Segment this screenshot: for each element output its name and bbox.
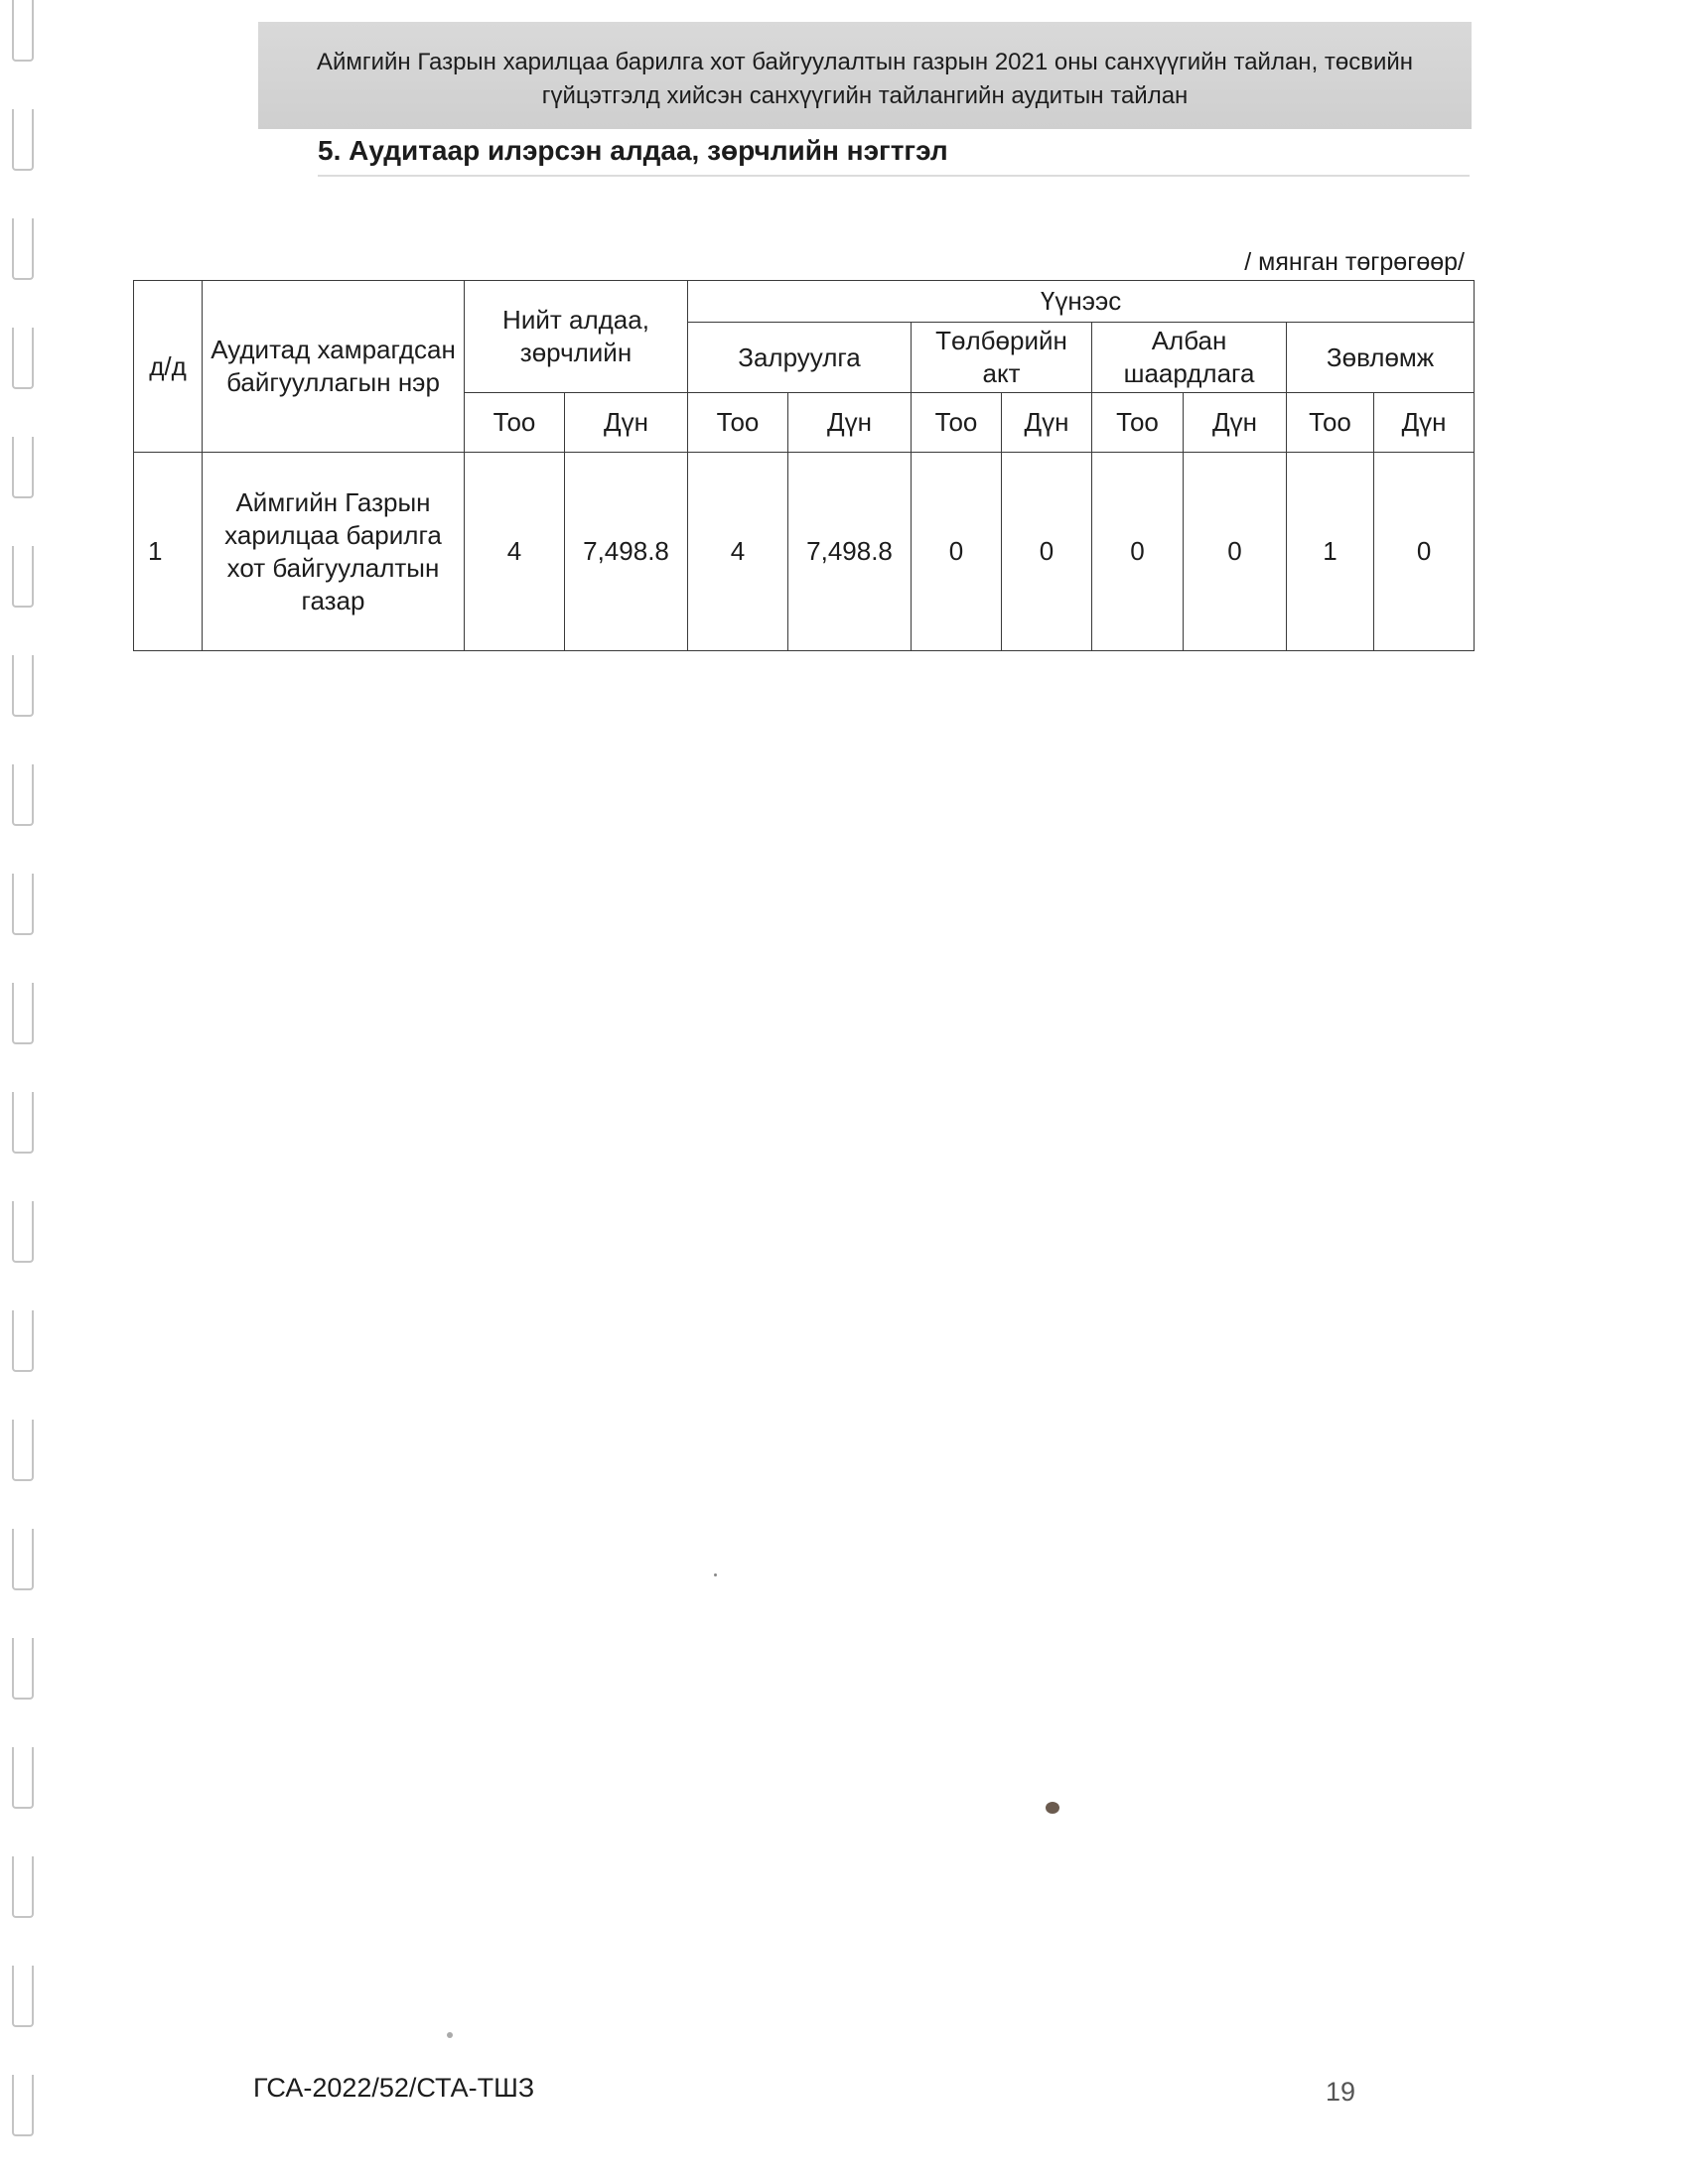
binding-hole — [12, 328, 34, 389]
cell-official-requirement-amount: 0 — [1184, 453, 1287, 651]
header-recommendation-amount: Дүн — [1374, 393, 1475, 453]
binding-hole — [12, 1856, 34, 1918]
header-total-count: Тоо — [465, 393, 565, 453]
binding-hole — [12, 2075, 34, 2136]
cell-correction-amount: 7,498.8 — [788, 453, 912, 651]
binding-hole — [12, 1092, 34, 1154]
cell-correction-count: 4 — [688, 453, 788, 651]
binding-hole — [12, 655, 34, 717]
binding-hole — [12, 874, 34, 935]
binding-hole — [12, 1420, 34, 1481]
binding-hole — [12, 1966, 34, 2027]
ink-speck — [1046, 1802, 1059, 1814]
report-header-line-2: гүйцэтгэлд хийсэн санхүүгийн тайлангийн аудитын тайлан — [541, 82, 1189, 109]
binding-hole — [12, 1201, 34, 1263]
report-header-line-1: Аймгийн Газрын харилцаа барилга хот байгуулалтын газрын 2021 оны санхүүгийн тайлан, төсвийн — [316, 49, 1414, 75]
header-payment-act-count: Тоо — [912, 393, 1002, 453]
report-header — [258, 22, 1472, 129]
header-row — [134, 281, 1475, 323]
binding-hole — [12, 764, 34, 826]
cell-recommendation-amount: 0 — [1374, 453, 1475, 651]
document-code: ГСА-2022/52/СТА-ТШЗ — [253, 2073, 535, 2103]
cell-official-requirement-count: 0 — [1092, 453, 1184, 651]
ink-speck — [714, 1573, 717, 1576]
ink-speck — [447, 2032, 453, 2038]
header-correction-amount: Дүн — [788, 393, 912, 453]
header-official-requirement-amount: Дүн — [1184, 393, 1287, 453]
cell-recommendation-count: 1 — [1287, 453, 1374, 651]
cell-org-name: Аймгийн Газрын харилцаа барилга хот байгуулалтын газар — [203, 453, 465, 651]
binding-hole — [12, 1638, 34, 1700]
cell-payment-act-count: 0 — [912, 453, 1002, 651]
cell-total-amount: 7,498.8 — [565, 453, 688, 651]
binding-hole — [12, 437, 34, 498]
header-recommendation-count: Тоо — [1287, 393, 1374, 453]
binding-holes — [8, 0, 38, 2184]
header-total: Нийт алдаа, зөрчлийн — [465, 281, 688, 393]
header-correction: Залруулга — [688, 323, 912, 393]
binding-hole — [12, 109, 34, 171]
header-dd: д/д — [134, 281, 203, 453]
binding-hole — [12, 1310, 34, 1372]
header-from-which: Үүнээс — [688, 281, 1475, 323]
header-correction-count: Тоо — [688, 393, 788, 453]
binding-hole — [12, 546, 34, 608]
unit-note: / мянган төгрөгөөр/ — [1244, 248, 1465, 276]
header-payment-act: Төлбөрийн акт — [912, 323, 1092, 393]
binding-hole — [12, 1529, 34, 1590]
header-recommendation: Зөвлөмж — [1287, 323, 1475, 393]
cell-dd: 1 — [134, 453, 203, 651]
header-official-requirement-count: Тоо — [1092, 393, 1184, 453]
cell-total-count: 4 — [465, 453, 565, 651]
table-row — [134, 453, 1475, 651]
cell-payment-act-amount: 0 — [1002, 453, 1092, 651]
binding-hole — [12, 983, 34, 1044]
binding-hole — [12, 1747, 34, 1809]
header-total-amount: Дүн — [565, 393, 688, 453]
page-number: 19 — [1326, 2077, 1356, 2107]
header-org-name: Аудитад хамрагдсан байгууллагын нэр — [203, 281, 465, 453]
binding-hole — [12, 0, 34, 62]
audit-summary-table — [133, 280, 1475, 651]
header-official-requirement: Албан шаардлага — [1092, 323, 1287, 393]
binding-hole — [12, 218, 34, 280]
section-title: 5. Аудитаар илэрсэн алдаа, зөрчлийн нэгтгэл — [318, 135, 1470, 177]
header-payment-act-amount: Дүн — [1002, 393, 1092, 453]
